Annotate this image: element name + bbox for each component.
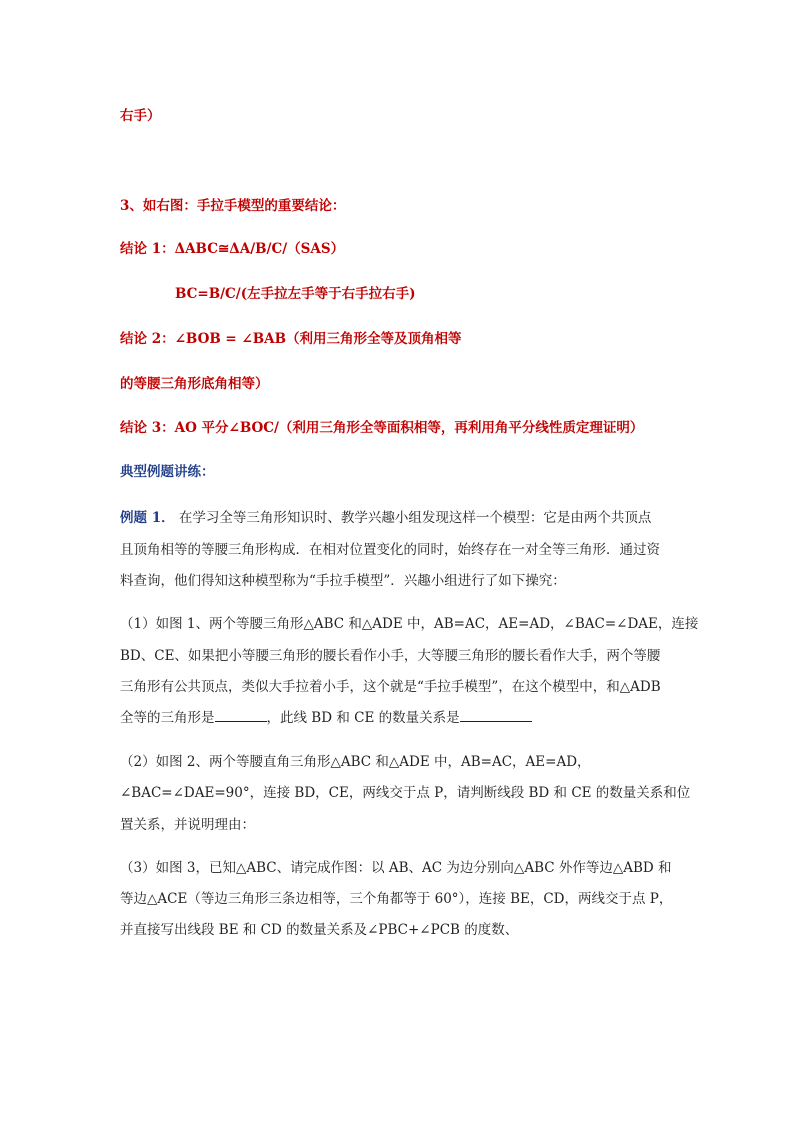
- example-intro-line-1: [120, 506, 651, 526]
- example-label: 例题 1．: [120, 510, 175, 526]
- intro-tail-text: 右手）: [120, 108, 161, 124]
- answer-blank-1[interactable]: [215, 709, 267, 722]
- conclusion-2: 结论 2：∠BOB = ∠BAB（利用三角形全等及顶角相等: [120, 331, 462, 347]
- example-intro-text-1: 在学习全等三角形知识时、教学兴趣小组发现这样一个模型：它是由两个共顶点: [178, 510, 652, 526]
- section-3-title: 3、如右图：手拉手模型的重要结论：: [120, 198, 346, 214]
- question-3-line-2: 等边△ACE（等边三角形三条边相等，三个角都等于 60°），连接 BE，CD，两线交于点 P，: [120, 891, 673, 907]
- question-1-line-3: 三角形有公共顶点，类似大手拉着小手，这个就是“手拉手模型”，在这个模型中，和△ADB: [120, 679, 661, 695]
- conclusion-1-detail: BC=B/C/(左手拉左手等于右手拉右手): [175, 286, 416, 302]
- question-1-line-4: [120, 706, 532, 726]
- question-2-line-2: ∠BAC=∠DAE=90°，连接 BD，CE，两线交于点 P，请判断线段 BD 和 CE 的数量关系和位: [120, 785, 691, 801]
- question-1-text-a: 全等的三角形是: [120, 710, 215, 726]
- question-2-line-3: 置关系，并说明理由：: [120, 817, 255, 833]
- example-intro-line-2: 且顶角相等的等腰三角形构成．在相对位置变化的同时，始终存在一对全等三角形．通过资: [120, 542, 660, 558]
- question-1-line-1: （1）如图 1、两个等腰三角形△ABC 和△ADE 中，AB=AC，AE=AD，∠BAC=∠DAE，连接: [120, 616, 699, 632]
- question-3-line-3: 并直接写出线段 BE 和 CD 的数量关系及∠PBC+∠PCB 的度数、: [120, 922, 519, 938]
- question-2-line-1: （2）如图 2、两个等腰直角三角形△ABC 和△ADE 中，AB=AC，AE=AD，: [120, 754, 591, 770]
- practice-heading: 典型例题讲练：: [120, 464, 215, 480]
- conclusion-2-continued: 的等腰三角形底角相等）: [120, 376, 269, 392]
- conclusion-3: 结论 3：AO 平分∠BOC/（利用三角形全等面积相等，再利用角平分线性质定理证明）: [120, 420, 644, 436]
- answer-blank-2[interactable]: [460, 709, 532, 722]
- conclusion-1: 结论 1：ΔABC≅ΔA/B/C/（SAS）: [120, 241, 345, 257]
- example-intro-line-3: 料查询，他们得知这种模型称为“手拉手模型”．兴趣小组进行了如下操究：: [120, 573, 566, 589]
- question-1-text-b: ，此线 BD 和 CE 的数量关系是: [266, 710, 460, 726]
- question-1-line-2: BD、CE、如果把小等腰三角形的腰长看作小手，大等腰三角形的腰长看作大手，两个等腰: [120, 648, 661, 664]
- question-3-line-1: （3）如图 3，已知△ABC、请完成作图：以 AB、AC 为边分别向△ABC 外作等边△ABD 和: [120, 860, 672, 876]
